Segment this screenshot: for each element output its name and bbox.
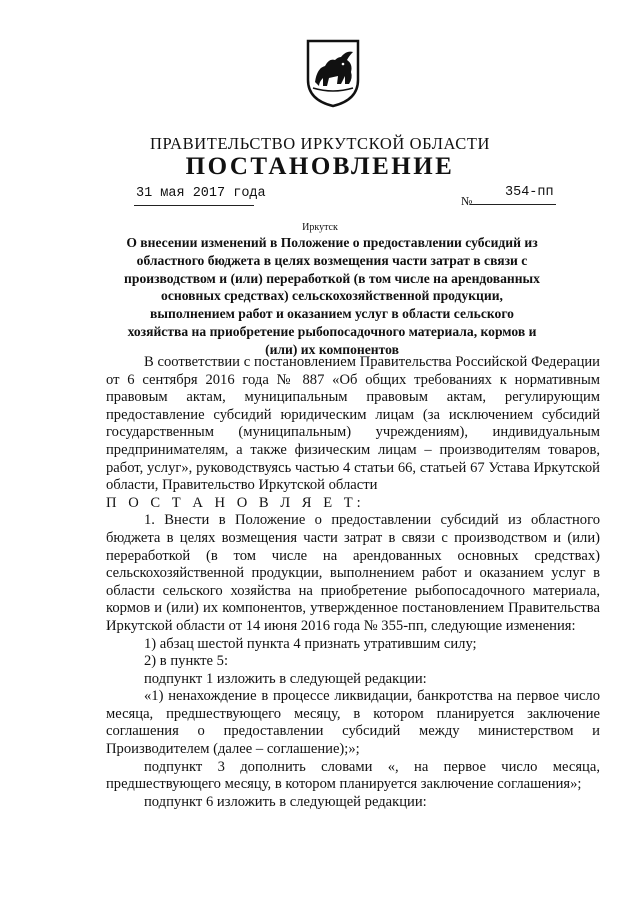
body-paragraph: «1) ненахождение в процессе ликвидации, банкротства на первое число месяца, предшествующего месяцу, в котором планируется заключение соглашения о предоставлении субсидий между министерством и Производителем (далее – соглашение);»;	[106, 688, 600, 758]
decree-word: П О С Т А Н О В Л Я Е Т:	[106, 494, 365, 511]
date-underline	[134, 205, 254, 206]
document-number: 354-пп	[505, 185, 554, 200]
body-paragraph: подпункт 1 изложить в следующей редакции:	[144, 670, 427, 687]
body-paragraph: 1) абзац шестой пункта 4 признать утратившим силу;	[144, 635, 477, 652]
body-paragraph: 2) в пункте 5:	[144, 653, 229, 670]
number-underline	[470, 204, 556, 205]
document-title: О внесении изменений в Положение о предоставлении субсидий из областного бюджета в целях возмещения части затрат в связи с производством и (или) переработкой (в том числе на арендованных основных средствах) сельскохозяйственной продукции, выполнением работ и оказанием услуг в области сельского хозяйства на приобретение рыбопосадочного материала, кормов и (или) их компонентов	[124, 235, 540, 357]
document-date: 31 мая 2017 года	[136, 186, 266, 201]
coat-of-arms-emblem-icon	[305, 38, 361, 108]
body-paragraph: подпункт 3 дополнить словами «, на первое число месяца, предшествующего месяцу, в котором планируется заключение соглашения»;	[106, 758, 600, 793]
document-body	[106, 354, 600, 811]
preamble-paragraph: В соответствии с постановлением Правительства Российской Федерации от 6 сентября 2016 года № 887 «Об общих требованиях к нормативным правовым актам, муниципальным правовым актам, регулирующим предоставление субсидий юридическим лицам (за исключением субсидий государственным (муниципальным) учреждениям), индивидуальным предпринимателям, а также физическим лицам – производителям товаров, работ, услуг», руководствуясь частью 4 статьи 66, статьей 67 Устава Иркутской области, Правительство Иркутской области	[106, 354, 600, 494]
city-name: Иркутск	[302, 222, 338, 233]
body-paragraph: 1. Внести в Положение о предоставлении субсидий из областного бюджета в целях возмещения части затрат в связи с производством и (или) переработкой (в том числе на арендованных основных средствах) сельскохозяйственной продукции, выполнением работ и оказанием услуг в области сельского хозяйства на приобретение рыбопосадочного материала, кормов и (или) их компонентов, утвержденное постановлением Правительства Иркутской области от 14 июня 2016 года № 355-пп, следующие изменения:	[106, 512, 600, 634]
document-type: ПОСТАНОВЛЕНИЕ	[185, 153, 455, 180]
body-paragraph: подпункт 6 изложить в следующей редакции:	[144, 793, 427, 810]
organization-name: ПРАВИТЕЛЬСТВО ИРКУТСКОЙ ОБЛАСТИ	[149, 134, 491, 153]
number-label: №	[461, 194, 473, 208]
